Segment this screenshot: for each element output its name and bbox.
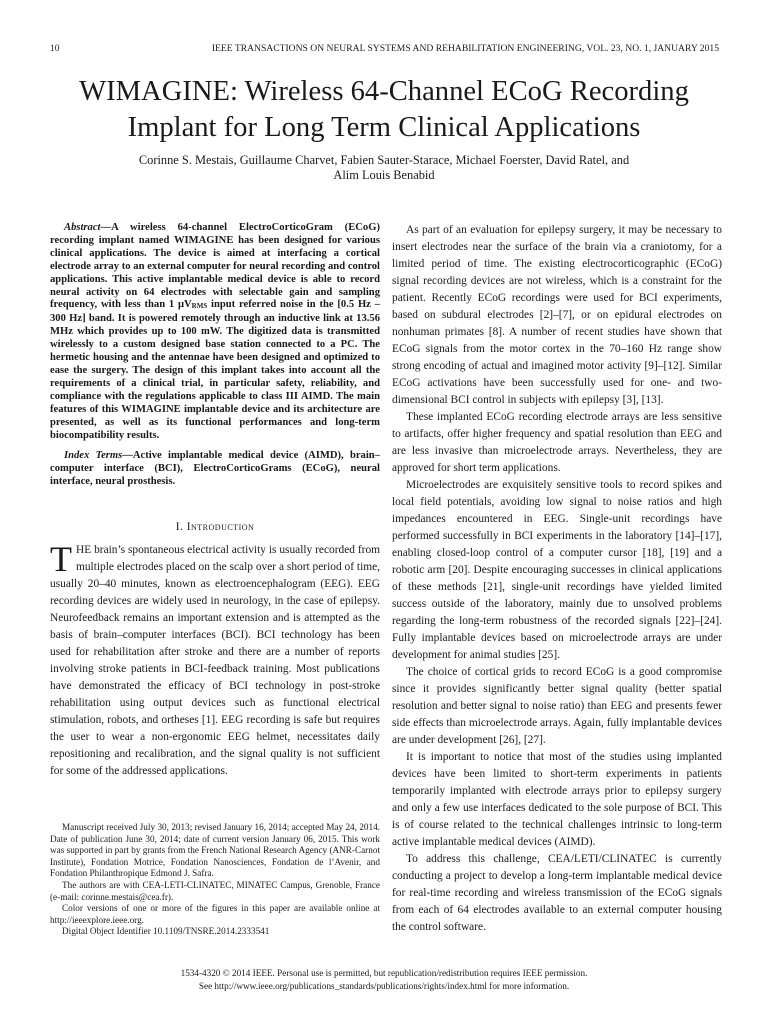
section-heading-introduction bbox=[50, 519, 380, 536]
title-line-1: WIMAGINE: Wireless 64-Channel ECoG Recording bbox=[79, 76, 689, 107]
abstract-label: Abstract bbox=[64, 222, 101, 233]
right-paragraph-3: Microelectrodes are exquisitely sensitive tools to record spikes and local field potentials, avoiding low signal to noise ratios and high impedances encountered in EEG. Single-unit recordings have performed successfully in BCI experiments in the laboratory [14]–[17], enabling closed-loop control of a computer cursor [18], [19] and a robotic arm [20]. Despite encouraging successes in clinical applications of these methods [21], single-unit recordings have yielded limited success outside of the laboratory, mainly due to unsolved problems regarding the long-term robustness of the recorded signals [22]–[24]. Fully implantable devices based on microelectrode arrays are under development for animal studies [25]. bbox=[392, 479, 722, 661]
footnote-affiliation: The authors are with CEA-LETI-CLINATEC, MINATEC Campus, Grenoble, France (e-mail: corinne.mestais@cea.fr). bbox=[50, 879, 380, 902]
paper-title bbox=[40, 74, 728, 146]
index-terms-text: —Active implantable medical device (AIMD), brain–computer interface (BCI), ElectroCorticoGrams (ECoG), neural interface, neural prosthesis. bbox=[50, 450, 380, 488]
right-paragraph-4: The choice of cortical grids to record ECoG is a good compromise since it provides significantly better signal quality (better spatial resolution and better signal to noise ratio) than EEG and presents fewer side effects than microelectrode arrays. Again, fully implantable devices are under development [26], [27]. bbox=[392, 666, 722, 746]
copyright-notice bbox=[40, 967, 728, 993]
title-line-2: Implant for Long Term Clinical Applications bbox=[127, 112, 641, 143]
section-title: Introduction bbox=[186, 521, 255, 534]
right-paragraph-6: To address this challenge, CEA/LETI/CLINATEC is currently conducting a project to develop a long-term implantable medical device for real-time recording and wireless transmission of the ECoG signals from each of 64 electrodes available to an external computer housing the control software. bbox=[392, 853, 722, 933]
journal-name: IEEE TRANSACTIONS ON NEURAL SYSTEMS AND REHABILITATION ENGINEERING, VOL. 23, NO. 1, JANUARY 2015 bbox=[211, 43, 719, 54]
footnotes bbox=[50, 822, 380, 938]
right-paragraph-1: As part of an evaluation for epilepsy surgery, it may be necessary to insert electrodes near the surface of the brain via a craniotomy, for a limited period of time. The existing electrocorticographic (ECoG) signal recording devices are not wireless, which is a constraint for the patient. Recently ECoG recordings were used for BCI experiments, based on subdural electrodes [2]–[7], or on epidural electrodes on nonhuman primates [8]. A number of recent studies have shown that ECoG signals from the motor cortex in the 70–160 Hz range show strong encoding of actual and imagined motor activity [9]–[12]. Similar ECoG activations have been successfully used for one- and two-dimensional BCI control in subjects with epilepsy [3], [13]. bbox=[392, 224, 722, 406]
intro-paragraph-1-text: HE brain’s spontaneous electrical activity is usually recorded from multiple electrodes placed on the scalp over a short period of time, usually 20–40 minutes, known as electroencephalogram (EEG). EEG recording devices are widely used in neurology, in the case of epilepsy. Neurofeedback remains an important extension and is attempted as the basis of brain–computer interfaces (BCI). BCI technology has been used for rehabilitation after stroke and there are a number of reports involving stroke patients in BCI-feedback training. Most publications have demonstrated the efficacy of BCI technology in post-stroke rehabilitation using output devices such as functional electrical stimulation, robots, and ortheses [1]. EEG recording is safe but requires the user to wear a non-ergonomic EEG helmet, necessitates daily repositioning and recalibration, and the signal quality is not sufficient for some of the addressed applications. bbox=[50, 544, 380, 778]
right-paragraph-5: It is important to notice that most of the studies using implanted devices have been limited to short-term experiments in patients temporarily implanted with electrode arrays prior to epilepsy surgery and only a few use interfaces dedicated to the sole purpose of BCI. This is of course related to the technical challenges intrinsic to long-term active implantable medical devices (AIMD). bbox=[392, 751, 722, 848]
left-column bbox=[50, 222, 380, 780]
copyright-line-2: See http://www.ieee.org/publications_standards/publications/rights/index.html for more information. bbox=[198, 981, 570, 991]
abstract-text-b: input referred noise in the [0.5 Hz – 300 Hz] band. It is powered remotely through an inductive link at 13.56 MHz which provides up to 100 mW. The digitized data is transmitted wirelessly to a custom designed base station connected to a PC. The hermetic housing and the antennae have been designed and optimized to ease the surgery. The design of this implant takes into account all the requirements of a clinical trial, in particular safety, reliability, and compliance with the regulations applicable to class III AIMD. The main features of this WIMAGINE implantable device and its architecture are presented, as well as its functional performances and long-term biocompatibility results. bbox=[50, 299, 380, 441]
page-number: 10 bbox=[50, 43, 60, 54]
authors-line-1: Corinne S. Mestais, Guillaume Charvet, Fabien Sauter-Starace, Michael Foerster, David Ratel, and bbox=[138, 153, 630, 167]
index-terms-label: Index Terms bbox=[64, 450, 123, 462]
drop-cap: T bbox=[50, 539, 72, 580]
section-number: I. bbox=[175, 521, 184, 534]
intro-paragraph-1 bbox=[50, 539, 380, 780]
footnote-doi: Digital Object Identifier 10.1109/TNSRE.2014.2333541 bbox=[62, 926, 270, 937]
author-list bbox=[60, 153, 708, 183]
abstract bbox=[50, 222, 380, 442]
running-header bbox=[50, 42, 719, 56]
abstract-unit: μV bbox=[178, 299, 192, 311]
abstract-unit-subscript: RMS bbox=[191, 302, 208, 311]
index-terms bbox=[50, 450, 380, 489]
footnote-manuscript: Manuscript received July 30, 2013; revised January 16, 2014; accepted May 24, 2014. Date of publication June 30, 2014; date of current version January 06, 2015. This work was supported in part by grants from the French National Research Agency (ANR-Carnot Institute), Fondation Motrice, Fondation Nanosciences, Fondation de l’Avenir, and Fondation Philanthropique Edmond J. Safra. bbox=[50, 822, 380, 879]
authors-line-2: Alim Louis Benabid bbox=[333, 168, 435, 182]
right-paragraph-2: These implanted ECoG recording electrode arrays are less sensitive to artifacts, offer higher frequency and spatial resolution than EEG and are less invasive than microelectrode arrays. Nevertheless, they are approved for short term applications. bbox=[392, 411, 722, 474]
abstract-text-a: —A wireless 64-channel ElectroCorticoGram (ECoG) recording implant named WIMAGINE has been designed for various clinical applications. The device is aimed at interfacing a cortical electrode array to an external computer for neural recording and control applications. This active implantable medical device is able to record neural activity on 64 electrodes with selectable gain and sampling frequency, with less than 1 bbox=[50, 222, 380, 311]
footnote-color-versions: Color versions of one or more of the figures in this paper are available online at http://ieeexplore.ieee.org. bbox=[50, 903, 380, 925]
copyright-line-1: 1534-4320 © 2014 IEEE. Personal use is permitted, but republication/redistribution requires IEEE permission. bbox=[180, 968, 588, 978]
right-column bbox=[392, 222, 722, 936]
